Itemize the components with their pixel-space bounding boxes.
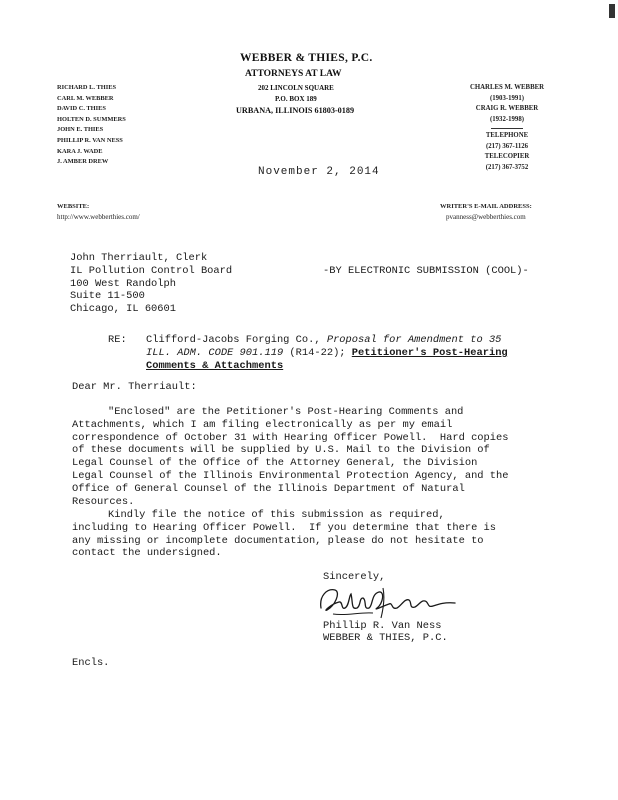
telecopier-number: (217) 367-3752: [485, 163, 529, 171]
signer-name: Phillip R. Van Ness: [323, 620, 442, 632]
firm-street: 202 LINCOLN SQUARE: [258, 84, 334, 92]
founder-name: CRAIG R. WEBBER: [475, 105, 539, 112]
paragraph-line: Office of General Counsel of the Illinois Department of Natural: [72, 482, 465, 495]
website-label: WEBSITE:: [57, 203, 90, 210]
email-label: WRITER'S E-MAIL ADDRESS:: [440, 203, 532, 210]
telephone-number: (217) 367-1126: [485, 142, 529, 150]
paragraph-line: any missing or incomplete documentation, please do not hesitate to: [72, 534, 484, 547]
handwritten-signature: [313, 580, 473, 622]
re-document-title: Petitioner's Post-Hearing: [351, 346, 508, 359]
re-proposal-title: Proposal for Amendment to 35: [326, 334, 502, 346]
attorney-name: HOLTEN D. SUMMERS: [57, 115, 126, 123]
recipient-address: [70, 252, 232, 316]
paragraph-line: "Enclosed" are the Petitioner's Post-Hearing Comments and: [108, 406, 464, 418]
telephone-label: TELEPHONE: [485, 132, 529, 139]
recipient-line: 100 West Randolph: [70, 277, 177, 290]
re-case-party: Clifford-Jacobs Forging Co.,: [146, 334, 327, 346]
re-code-citation: ILL. ADM. CODE 901.119: [146, 346, 284, 359]
re-docket: (R14-22);: [283, 346, 352, 359]
email-address[interactable]: pvanness@webberthies.com: [446, 213, 526, 221]
attorney-name: J. AMBER DREW: [57, 158, 109, 166]
attorney-name: DAVID C. THIES: [57, 105, 106, 113]
signer-firm: WEBBER & THIES, P.C.: [323, 632, 448, 644]
re-document-title-cont: Comments & Attachments: [146, 359, 284, 372]
attorney-name: RICHARD L. THIES: [57, 84, 117, 91]
firm-name: WEBBER & THIES, P.C.: [240, 52, 373, 64]
founder-name: CHARLES M. WEBBER: [469, 84, 545, 91]
recipient-line: John Therriault, Clerk: [70, 252, 208, 264]
website-link[interactable]: http://www.webberthies.com/: [57, 213, 140, 221]
attorney-name: JOHN E. THIES: [57, 126, 104, 134]
delivery-method: -BY ELECTRONIC SUBMISSION (COOL)-: [323, 265, 529, 277]
body-paragraph-1: [72, 406, 542, 508]
firm-city: URBANA, ILLINOIS 61803-0189: [236, 106, 355, 115]
telecopier-label: TELECOPIER: [484, 153, 530, 160]
re-subject: [146, 334, 508, 372]
paragraph-line: Resources.: [72, 495, 135, 508]
firm-tagline: ATTORNEYS AT LAW: [245, 69, 342, 79]
attorney-name: KARA J. WADE: [57, 147, 103, 155]
attorney-name: CARL M. WEBBER: [57, 94, 114, 102]
body-paragraph-2: [72, 509, 542, 560]
paragraph-line: Legal Counsel of the Office of the Attorney General, the Division: [72, 457, 478, 470]
recipient-line: Suite 11-500: [70, 290, 145, 303]
re-label: RE:: [108, 334, 127, 346]
enclosures-note: Encls.: [72, 657, 110, 669]
attorney-name: PHILLIP R. VAN NESS: [57, 136, 123, 144]
letter-date: November 2, 2014: [258, 166, 380, 178]
recipient-line: Chicago, IL 60601: [70, 303, 177, 316]
paragraph-line: Kindly file the notice of this submission as required,: [108, 509, 445, 521]
letterhead-right-column: [452, 83, 562, 173]
paragraph-line: Attachments, which I am filing electronically as per my email: [72, 418, 453, 431]
closing: Sincerely,: [323, 571, 386, 583]
paragraph-line: correspondence of October 31 with Hearing Officer Powell. Hard copies: [72, 431, 509, 444]
founder-years: (1932-1998): [490, 115, 524, 123]
founder-years: (1903-1991): [490, 94, 524, 102]
recipient-line: IL Pollution Control Board: [70, 264, 233, 277]
scan-edge-mark: [609, 4, 615, 18]
salutation: Dear Mr. Therriault:: [72, 381, 197, 393]
divider: [491, 128, 523, 129]
paragraph-line: including to Hearing Officer Powell. If you determine that there is: [72, 521, 497, 534]
paragraph-line: Legal Counsel of the Illinois Environmental Protection Agency, and the: [72, 469, 509, 482]
paragraph-line: of these documents will be supplied by U.S. Mail to the Division of: [72, 444, 490, 457]
paragraph-line: contact the undersigned.: [72, 547, 222, 560]
attorney-list: [57, 83, 126, 168]
firm-pobox: P.O. BOX 189: [275, 95, 317, 103]
